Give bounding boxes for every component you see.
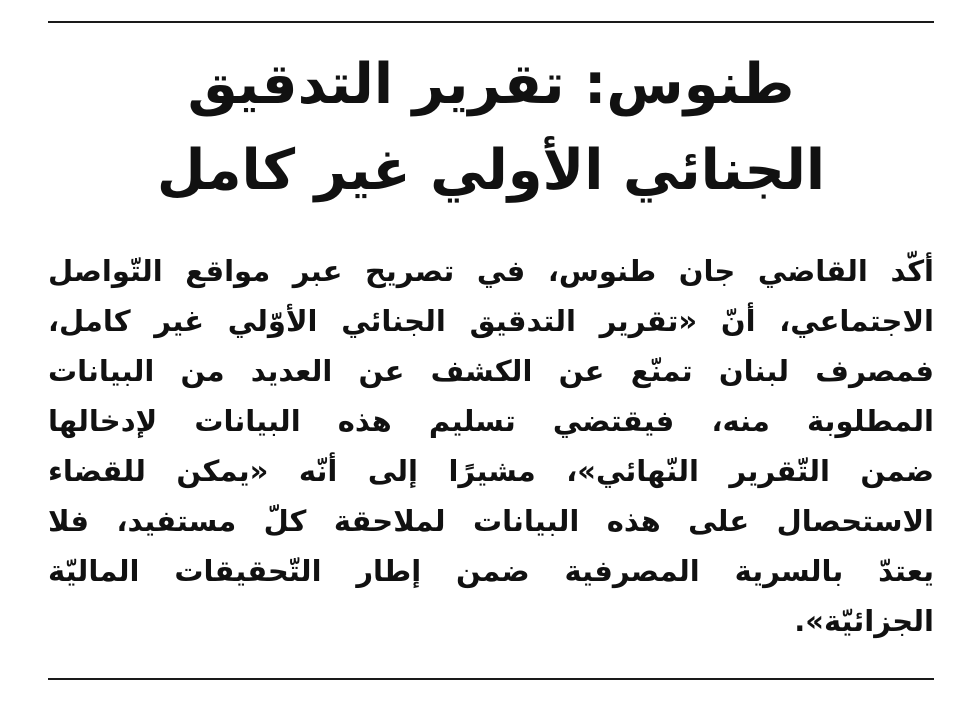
body-line: أكّد القاضي جان طنوس، في تصريح عبر مواقع التّواصل [48,254,934,288]
headline-line-1: طنوس: تقرير التدقيق [187,52,795,117]
body-line: يعتدّ بالسرية المصرفية ضمن إطار التّحقيقات الماليّة [48,554,934,588]
body-line: الاستحصال على هذه البيانات لملاحقة كلّ مستفيد، فلا [48,504,934,538]
body-line: الجزائيّة». [794,604,934,638]
body-line: ضمن التّقرير النّهائي»، مشيرًا إلى أنّه «يمكن للقضاء [48,454,934,488]
top-divider [48,21,934,23]
headline-line-2: الجنائي الأولي غير كامل [156,138,826,203]
article-body [48,246,934,646]
body-line: المطلوبة منه، فيقتضي تسليم هذه البيانات لإدخالها [48,404,934,438]
body-line: فمصرف لبنان تمنّع عن الكشف عن العديد من البيانات [48,354,934,388]
article-headline [48,42,934,214]
bottom-divider [48,678,934,680]
body-line: الاجتماعي، أنّ «تقرير التدقيق الجنائي الأوّلي غير كامل، [48,304,934,338]
